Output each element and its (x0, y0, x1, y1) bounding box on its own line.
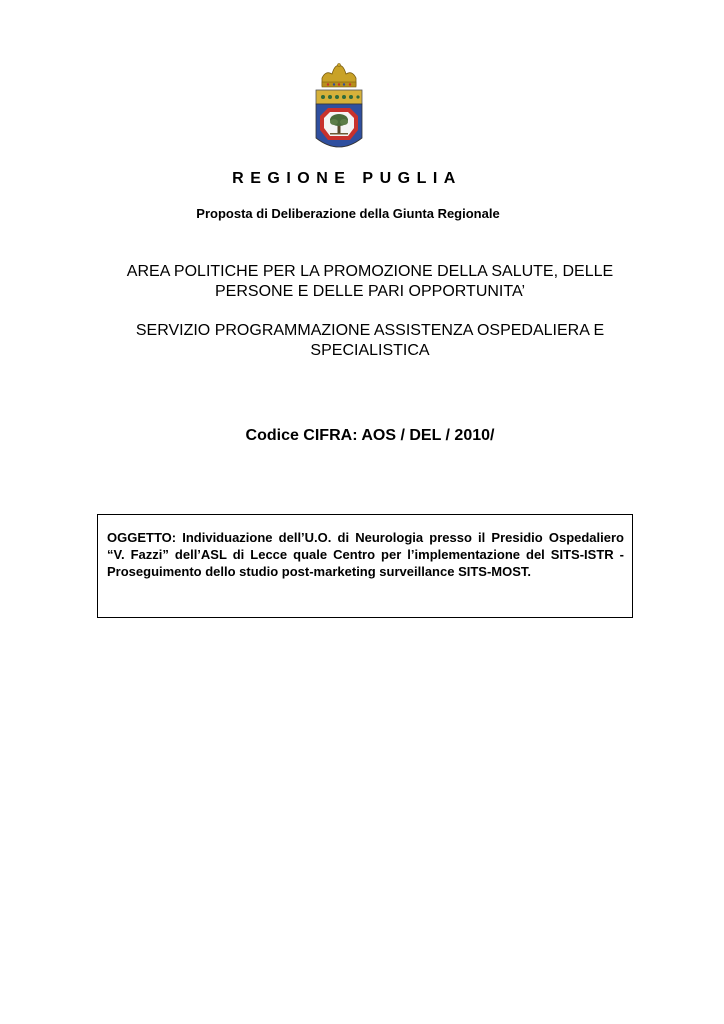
service-heading-line-1: SERVIZIO PROGRAMMAZIONE ASSISTENZA OSPEDALIERA E (135, 322, 605, 339)
cifra-code: Codice CIFRA: AOS / DEL / 2010/ (245, 427, 495, 444)
region-title: REGIONE PUGLIA (232, 170, 462, 187)
area-heading-line-1: AREA POLITICHE PER LA PROMOZIONE DELLA SALUTE, DELLE (126, 263, 614, 280)
service-heading-line-2: SPECIALISTICA (310, 342, 430, 359)
proposal-heading: Proposta di Deliberazione della Giunta Regionale (196, 206, 500, 221)
service-heading (100, 321, 640, 361)
area-heading (100, 262, 640, 302)
subject-box (97, 514, 633, 618)
area-heading-line-2: PERSONE E DELLE PARI OPPORTUNITA’ (215, 283, 525, 300)
crown-icon (322, 63, 356, 87)
subject-text: OGGETTO: Individuazione dell’U.O. di Neurologia presso il Presidio Ospedaliero “V. Fazzi” dell’ASL di Lecce quale Centro per l’implementazione del SITS-ISTR - Proseguimento dello studio post-marketing surveillance SITS-MOST. (107, 530, 624, 579)
coat-of-arms-icon (312, 56, 366, 158)
